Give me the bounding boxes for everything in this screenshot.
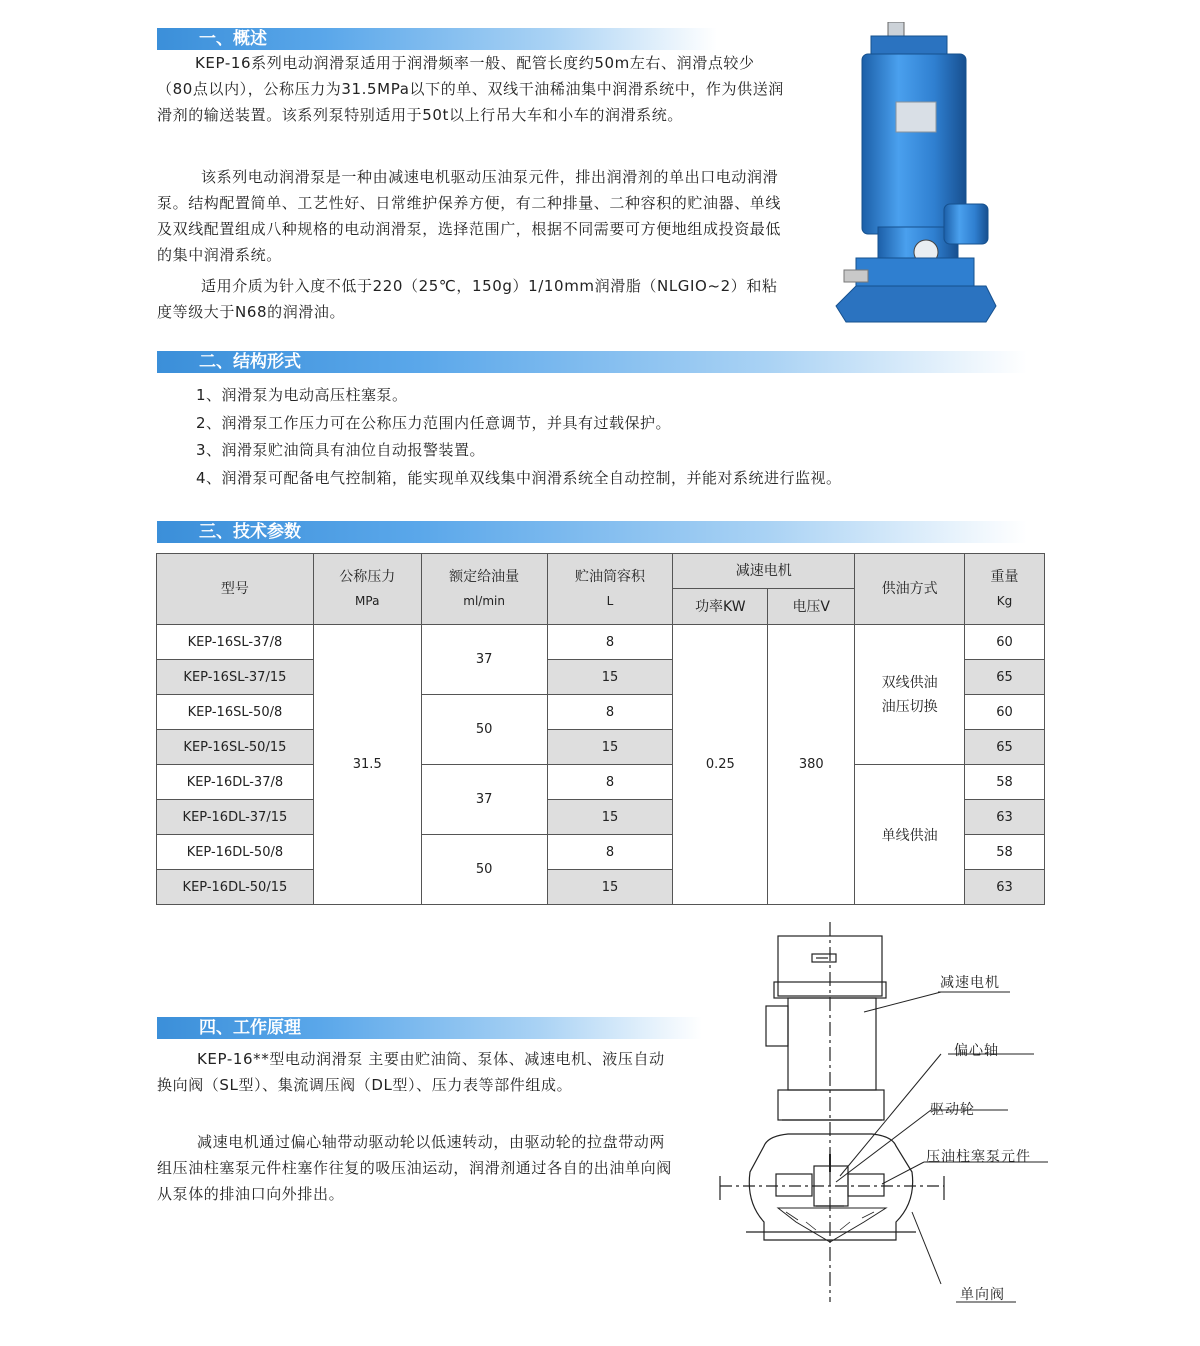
header-supply [855, 554, 965, 625]
list-item: 1、润滑泵为电动高压柱塞泵。 [196, 386, 408, 404]
principle-paragraph-2 [157, 1129, 677, 1207]
header-voltage [768, 589, 855, 625]
header-power [673, 589, 768, 625]
section-title-structure: 二、结构形式 [157, 351, 1027, 373]
header-volume-unit: L [606, 594, 614, 608]
spec-table [156, 553, 1045, 905]
principle-paragraph-1 [157, 1046, 677, 1098]
section-title-principle: 四、工作原理 [157, 1017, 702, 1039]
cell-model: KEP-16SL-37/15 [157, 660, 314, 695]
cell-weight: 60 [965, 625, 1045, 660]
overview-paragraph-1 [157, 50, 785, 128]
header-pressure-unit: MPa [355, 594, 380, 608]
cell-model: KEP-16SL-50/15 [157, 730, 314, 765]
cell-supply-dual-line-1: 双线供油 [881, 674, 938, 691]
header-flow-label: 额定给油量 [449, 569, 520, 585]
cell-model: KEP-16DL-37/15 [157, 800, 314, 835]
header-volume-label: 贮油筒容积 [574, 569, 645, 585]
cell-power: 0.25 [673, 625, 768, 905]
cell-flow: 37 [421, 765, 547, 835]
header-power-label: 功率KW [695, 598, 746, 615]
cell-weight: 60 [965, 695, 1045, 730]
cell-flow: 50 [421, 835, 547, 905]
header-weight-unit: Kg [996, 594, 1013, 608]
overview-paragraph-2 [157, 164, 785, 268]
header-model [157, 554, 314, 625]
overview-paragraph-3-text: 适用介质为针入度不低于220（25℃，150g）1/10mm润滑脂（NLGIO~2）和粘度等级大于N68的润滑油。 [157, 277, 778, 321]
cell-flow: 50 [421, 695, 547, 765]
cell-volume: 8 [547, 695, 673, 730]
cell-volume: 15 [547, 730, 673, 765]
cell-volume: 8 [547, 625, 673, 660]
cell-volume: 8 [547, 835, 673, 870]
cell-model: KEP-16SL-50/8 [157, 695, 314, 730]
header-flow [421, 554, 547, 625]
list-item: 2、润滑泵工作压力可在公称压力范围内任意调节，并具有过载保护。 [196, 413, 672, 432]
cell-supply-dual-line-2: 油压切换 [881, 698, 938, 715]
cell-volume: 15 [547, 660, 673, 695]
cell-volume: 15 [547, 870, 673, 905]
header-motor-label: 减速电机 [735, 563, 792, 579]
pump-photo [826, 22, 998, 328]
diagram-label-motor: 减速电机 [940, 975, 1000, 991]
cell-weight: 65 [965, 660, 1045, 695]
cell-weight: 63 [965, 870, 1045, 905]
cell-weight: 65 [965, 730, 1045, 765]
header-weight-label: 重量 [990, 569, 1019, 585]
cell-model: KEP-16DL-50/15 [157, 870, 314, 905]
header-voltage-label: 电压V [792, 598, 831, 615]
overview-paragraph-2-text: 该系列电动润滑泵是一种由减速电机驱动压油泵元件，排出润滑剂的单出口电动润滑泵。结构配置简单、工艺性好、日常维护保养方便，有二种排量、二种容积的贮油器、单线及双线配置组成八种规格的电动润滑泵，选择范围广，根据不同需要可方便地组成投资最低的集中润滑系统。 [157, 168, 782, 264]
cell-volume: 15 [547, 800, 673, 835]
overview-paragraph-3 [157, 273, 785, 325]
principle-paragraph-1-text: KEP-16**型电动润滑泵 主要由贮油筒、泵体、减速电机、液压自动换向阀（SL型）、集流调压阀（DL型）、压力表等部件组成。 [157, 1050, 665, 1094]
cell-weight: 63 [965, 800, 1045, 835]
list-item: 4、润滑泵可配备电气控制箱，能实现单双线集中润滑系统全自动控制，并能对系统进行监视。 [196, 468, 842, 487]
header-volume [547, 554, 673, 625]
list-item: 3、润滑泵贮油筒具有油位自动报警装置。 [196, 441, 486, 459]
principle-paragraph-2-text: 减速电机通过偏心轴带动驱动轮以低速转动，由驱动轮的拉盘带动两组压油柱塞泵元件柱塞作往复的吸压油运动，润滑剂通过各自的出油单向阀从泵体的排油口向外排出。 [157, 1133, 672, 1203]
cell-model: KEP-16DL-37/8 [157, 765, 314, 800]
header-supply-label: 供油方式 [881, 581, 938, 597]
header-pressure-label: 公称压力 [339, 569, 396, 585]
header-model-label: 型号 [220, 581, 249, 597]
header-flow-unit: ml/min [463, 594, 505, 608]
table-row [157, 625, 1045, 660]
cell-model: KEP-16DL-50/8 [157, 835, 314, 870]
diagram-label-check-valve: 单向阀 [960, 1287, 1005, 1303]
cell-weight: 58 [965, 835, 1045, 870]
cell-model: KEP-16SL-37/8 [157, 625, 314, 660]
diagram-label-plunger-element: 压油柱塞泵元件 [926, 1149, 1031, 1165]
header-motor [673, 554, 855, 589]
section-title-overview: 一、概述 [157, 28, 717, 50]
header-pressure [313, 554, 421, 625]
cell-supply-dual [855, 625, 965, 765]
cell-supply-single: 单线供油 [855, 765, 965, 905]
cell-voltage: 380 [768, 625, 855, 905]
diagram-label-eccentric-shaft: 偏心轴 [954, 1043, 999, 1059]
structure-list [196, 382, 842, 492]
cell-flow: 37 [421, 625, 547, 695]
cell-weight: 58 [965, 765, 1045, 800]
diagram-label-drive-wheel: 驱动轮 [930, 1102, 975, 1118]
section-title-specs: 三、技术参数 [157, 521, 1027, 543]
cell-pressure: 31.5 [313, 625, 421, 905]
header-weight [965, 554, 1045, 625]
table-row [157, 765, 1045, 800]
cell-volume: 8 [547, 765, 673, 800]
overview-paragraph-1-text: KEP-16系列电动润滑泵适用于润滑频率一般、配管长度约50m左右、润滑点较少（80点以内），公称压力为31.5MPa以下的单、双线干油稀油集中润滑系统中，作为供送润滑剂的输送装置。该系列泵特别适用于50t以上行吊大车和小车的润滑系统。 [157, 54, 784, 124]
